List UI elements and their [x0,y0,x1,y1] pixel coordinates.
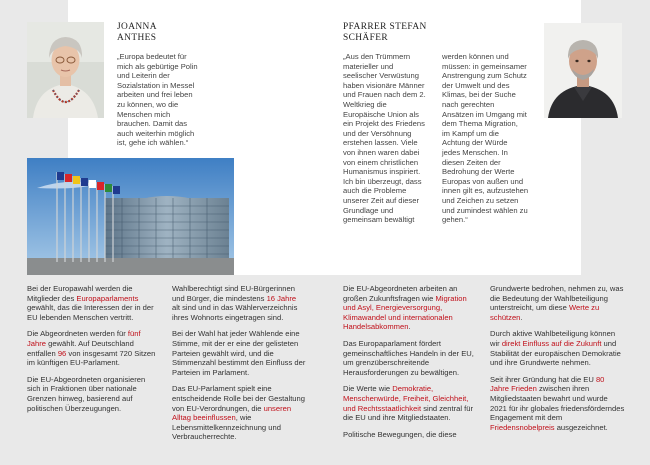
text-column-4 [490,284,625,439]
photo-stefan-schaefer [544,23,622,118]
paragraph: Das EU-Parlament spielt eine entscheidende Rolle bei der Gestaltung von EU-Verordnungen, die unseren Alltag beeinflussen, wie Lebensmittelkennzeichnung und Verbraucherrechte. [172,384,305,442]
paragraph: Politische Bewegungen, die diese [343,429,457,439]
paragraph: Die EU-Abgeordneten arbeiten an großen Zukunftsfragen wie Migration und Asyl, Energieversorgung, Klimawandel und internationalen Handelsabkommen. [343,284,467,332]
quote-stefan-schaefer-col1: „Aus den Trümmern materieller und seelischer Verwüstung haben visionäre Männer und Frauen nach dem 2. Weltkrieg die Europäische Union als ein Projekt des Friedens und der Versöhnung erstehen lassen. Viele von ihnen waren dabei von einem christlichen Humanismus inspiriert. Ich bin überzeugt, dass auch die Probleme unserer Zeit auf dieser Grundlage und gemeinsam bewältigt [343,52,426,225]
paragraph: Bei der Wahl hat jeder Wählende eine Stimme, mit der er eine der gelisteten Parteien gewählt wird, und die Stimmenzahl bestimmt den Einfluss der Parteien im Parlament. [172,329,306,377]
text-column-1 [27,284,160,420]
paragraph: Das Europaparlament fördert gemeinschaftliches Handeln in der EU, um grenzüberschreitende Herausforderungen zu bewältigen. [343,338,474,377]
paragraph: Wahlberechtigt sind EU-Bürgerinnen und Bürger, die mindestens 16 Jahre alt sind und in das Wählerverzeichnis ihres Wohnorts eingetragen sind. [172,284,298,322]
text-column-3 [343,284,477,446]
paragraph: Die Abgeordneten werden für fünf Jahre gewählt. Auf Deutschland entfallen 96 von insgesamt 720 Sitzen im künftigen EU-Parlament. [27,329,156,368]
quote-joanna-anthes: „Europa bedeutet für mich als gebürtige Polin und Leiterin der Sozialstation in Messel arbeiten und frei leben zu können, wo die Menschen mich brauchen. Damit das auch weiterhin möglich ist, gehe ich wählen.“ [117,52,198,148]
name-joanna-anthes: JOANNA ANTHES [117,22,157,43]
paragraph: Durch aktive Wahlbeteiligung können wir direkt Einfluss auf die Zukunft und Stabilität der europäischen Demokratie und ihre Grundwerte nehmen. [490,329,621,368]
paragraph: Seit ihrer Gründung hat die EU 80 Jahre Frieden zwischen ihren Mitgliedstaaten bewahrt und wurde 2021 für ihr globales friedensförderndes Engagement mit dem Friedensnobelpreis ausgezeichnet. [490,374,625,432]
paragraph: Bei der Europawahl werden die Mitglieder des Europaparlaments gewählt, das die Interessen der in der EU lebenden Menschen vertritt. [27,284,154,322]
text-column-2 [172,284,306,449]
paragraph: Die EU-Abgeordneten organisieren sich in Fraktionen über nationale Grenzen hinweg, basierend auf politischen Überzeugungen. [27,374,146,413]
quote-stefan-schaefer-col2: werden können und müssen: in gemeinsamer Anstrengung zum Schutz der Umwelt und des Klimas, bei der Suche nach gerechten Ansätzen im Umgang mit dem Thema Migration, im Kampf um die Achtung der Würde jedes Menschen. In diesen Zeiten der Bedrohung der Werte Europas von außen und innen gilt es, aufzustehen und Zeichen zu setzen und zumindest wählen zu gehen.“ [442,52,529,225]
paragraph: Die Werte wie Demokratie, Menschenwürde, Freiheit, Gleichheit, und Rechtsstaatlichkeit sind zentral für die EU und ihre Mitgliedstaaten. [343,384,474,423]
photo-joanna-anthes [27,22,104,118]
paragraph: Grundwerte bedrohen, nehmen zu, was die Bedeutung der Wahlbeteiligung unterstreicht, um diese Werte zu schützen. [490,284,624,322]
photo-european-parliament [27,158,234,275]
name-stefan-schaefer: PFARRER STEFAN SCHÄFER [343,22,427,43]
